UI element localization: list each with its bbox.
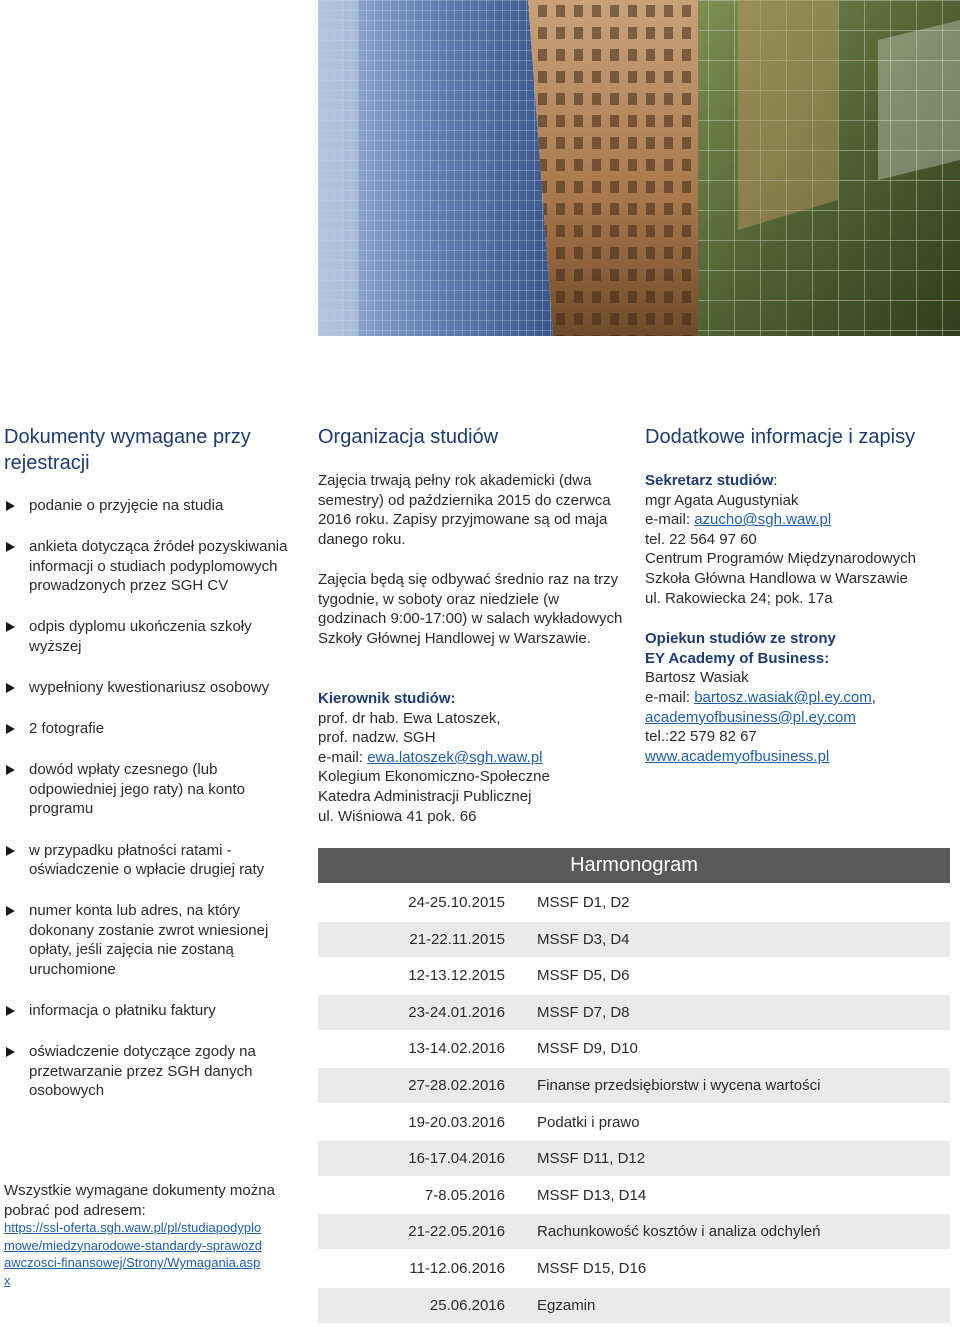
secretary-label-line <box>645 471 957 491</box>
header-photo <box>318 0 960 336</box>
schedule-subject: Finanse przedsiębiorstw i wycena wartości <box>537 1076 821 1094</box>
list-item-text: odpis dyplomu ukończenia szkoły wyższej <box>29 618 252 655</box>
secretary-email-line <box>645 510 957 530</box>
guardian-phone: tel.:22 579 82 67 <box>645 728 757 746</box>
bullet-arrow-icon <box>6 1047 15 1057</box>
bullet-arrow-icon <box>6 542 15 552</box>
list-item <box>4 901 304 979</box>
list-item-text: wypełniony kwestionariusz osobowy <box>29 679 270 697</box>
schedule-subject: MSSF D5, D6 <box>537 967 630 985</box>
secretary-label: Sekretarz studiów <box>645 472 774 489</box>
schedule-subject: Rachunkowość kosztów i analiza odchyleń <box>537 1223 821 1241</box>
bullet-arrow-icon <box>6 765 15 775</box>
schedule-subject: MSSF D11, D12 <box>537 1150 646 1168</box>
spacer <box>645 608 957 629</box>
academy-website-link[interactable]: www.academyofbusiness.pl <box>645 747 830 765</box>
schedule-date: 23-24.01.2016 <box>408 1003 505 1021</box>
program-head-label: Kierownik studiów: <box>318 690 456 707</box>
schedule-row <box>318 922 950 957</box>
list-item-text: podanie o przyjęcie na studia <box>29 497 224 514</box>
college-name: Kolegium Ekonomiczno-Społeczne <box>318 768 550 786</box>
schedule-row <box>318 1288 950 1323</box>
documents-download-note: Wszystkie wymagane dokumenty można pobrać pod adresem: <box>4 1182 275 1219</box>
bullet-arrow-icon <box>6 683 15 693</box>
department-name: Katedra Administracji Publicznej <box>318 787 532 805</box>
schedule-date: 27-28.02.2016 <box>408 1076 505 1094</box>
schedule-date: 21-22.11.2015 <box>409 930 505 948</box>
academy-email-link[interactable]: academyofbusiness@pl.ey.com <box>645 708 856 726</box>
list-item-text: dowód wpłaty czesnego (lub odpowiedniej jego raty) na konto programu <box>29 761 245 818</box>
schedule-date: 21-22.05.2016 <box>408 1223 505 1241</box>
program-head-name: prof. dr hab. Ewa Latoszek, <box>318 709 501 727</box>
documents-download-link[interactable]: https://ssl-oferta.sgh.waw.pl/pl/studiapodyplomowe/miedzynarodowe-standardy-sprawozdawczosci-finansowej/Strony/Wymagania.aspx <box>4 1220 262 1288</box>
secretary-email-link[interactable]: azucho@sgh.waw.pl <box>694 511 832 529</box>
list-item-text: numer konta lub adres, na który dokonany zostanie zwrot wniesionej opłaty, jeśli zajęcia nie zostaną uruchomione <box>29 902 269 978</box>
organization-duration-text: Zajęcia trwają pełny rok akademicki (dwa semestry) od października 2015 do czerwca 2016 roku. Zapisy przyjmowane są od maja danego roku. <box>318 472 611 548</box>
center-address: ul. Rakowiecka 24; pok. 17a <box>645 589 833 607</box>
schedule-subject: MSSF D1, D2 <box>537 894 630 911</box>
schedule-subject: Podatki i prawo <box>537 1113 640 1131</box>
program-head-email-line <box>318 748 638 768</box>
schedule-date: 16-17.04.2016 <box>408 1150 505 1168</box>
secretary-colon: : <box>773 472 778 489</box>
list-item-text: 2 fotografie <box>29 720 105 738</box>
guardian-name: Bartosz Wasiak <box>645 669 749 687</box>
email-prefix: e-mail: <box>645 511 695 529</box>
bullet-arrow-icon <box>6 906 15 916</box>
bullet-arrow-icon <box>6 846 15 856</box>
list-item <box>4 678 304 698</box>
schedule-row <box>318 1068 950 1103</box>
schedule-date: 24-25.10.2015 <box>408 894 505 911</box>
documents-list <box>4 496 304 1122</box>
schedule-date: 7-8.05.2016 <box>424 1186 505 1204</box>
guardian-email-line-2 <box>645 708 957 728</box>
schedule-date: 25.06.2016 <box>429 1296 505 1314</box>
bullet-arrow-icon <box>6 622 15 632</box>
list-item-text: ankieta dotycząca źródeł pozyskiwania informacji o studiach podyplomowych prowadzonych przez SGH CV <box>29 538 288 595</box>
schedule-subject: Egzamin <box>537 1296 596 1314</box>
email-prefix: e-mail: <box>318 748 368 766</box>
schedule-subject: MSSF D9, D10 <box>537 1040 638 1058</box>
schedule-title: Harmonogram <box>318 848 950 883</box>
schedule-row <box>318 1105 950 1140</box>
schedule-date: 11-12.06.2016 <box>409 1259 505 1277</box>
documents-heading: Dokumenty wymagane przy rejestracji <box>4 426 251 474</box>
comma: , <box>871 688 876 706</box>
bullet-arrow-icon <box>6 501 15 511</box>
list-item-text: oświadczenie dotyczące zgody na przetwarzanie przez SGH danych osobowych <box>29 1043 256 1100</box>
organization-heading: Organizacja studiów <box>318 426 499 448</box>
schedule-subject: MSSF D7, D8 <box>537 1003 630 1021</box>
organization-schedule-text: Zajęcia będą się odbywać średnio raz na trzy tygodnie, w soboty oraz niedziele (w godzinach 9:00-17:00) w salach wykładowych Szkoły Głównej Handlowej w Warszawie. <box>318 571 623 647</box>
list-item <box>4 496 304 516</box>
guardian-label-2: EY Academy of Business: <box>645 649 830 667</box>
program-head-contact <box>318 689 638 826</box>
secretary-phone: tel. 22 564 97 60 <box>645 530 757 548</box>
list-item <box>4 1042 304 1101</box>
secretary-name: mgr Agata Augustyniak <box>645 491 799 509</box>
list-item-text: informacja o płatniku faktury <box>29 1002 216 1020</box>
list-item <box>4 537 304 596</box>
list-item <box>4 617 304 656</box>
schedule-subject: MSSF D13, D14 <box>537 1186 647 1204</box>
bullet-arrow-icon <box>6 724 15 734</box>
email-prefix: e-mail: <box>645 688 695 706</box>
center-name: Centrum Programów Międzynarodowych <box>645 550 916 568</box>
additional-info-heading: Dodatkowe informacje i zapisy <box>645 426 916 448</box>
bullet-arrow-icon <box>6 1006 15 1016</box>
list-item <box>4 841 304 880</box>
schedule-date: 12-13.12.2015 <box>408 967 505 985</box>
program-head-email-link[interactable]: ewa.latoszek@sgh.waw.pl <box>367 748 543 766</box>
schedule-row <box>318 1031 950 1066</box>
schedule-subject: MSSF D15, D16 <box>537 1259 647 1277</box>
schedule-row <box>318 1251 950 1286</box>
list-item-text: w przypadku płatności ratami - oświadczenie o wpłacie drugiej raty <box>29 841 265 879</box>
guardian-label-1: Opiekun studiów ze strony <box>645 630 836 648</box>
website-line <box>645 747 957 767</box>
schedule-date: 13-14.02.2016 <box>408 1040 505 1058</box>
school-name: Szkoła Główna Handlowa w Warszawie <box>645 569 908 587</box>
list-item <box>4 719 304 739</box>
list-item <box>4 760 304 819</box>
list-item <box>4 1001 304 1021</box>
schedule-row <box>318 1214 950 1249</box>
schedule-row <box>318 1141 950 1176</box>
office-address: ul. Wiśniowa 41 pok. 66 <box>318 807 477 825</box>
schedule-date: 19-20.03.2016 <box>408 1113 505 1131</box>
schedule-row <box>318 995 950 1030</box>
schedule-row <box>318 1178 950 1213</box>
schedule-row <box>318 958 950 993</box>
schedule-row <box>318 885 950 920</box>
schedule-subject: MSSF D3, D4 <box>537 930 630 948</box>
guardian-email-line <box>645 688 957 708</box>
guardian-email-link[interactable]: bartosz.wasiak@pl.ey.com <box>694 688 872 706</box>
additional-info-contacts <box>645 471 957 766</box>
schedule-table <box>318 885 950 1324</box>
program-head-title: prof. nadzw. SGH <box>318 729 436 747</box>
